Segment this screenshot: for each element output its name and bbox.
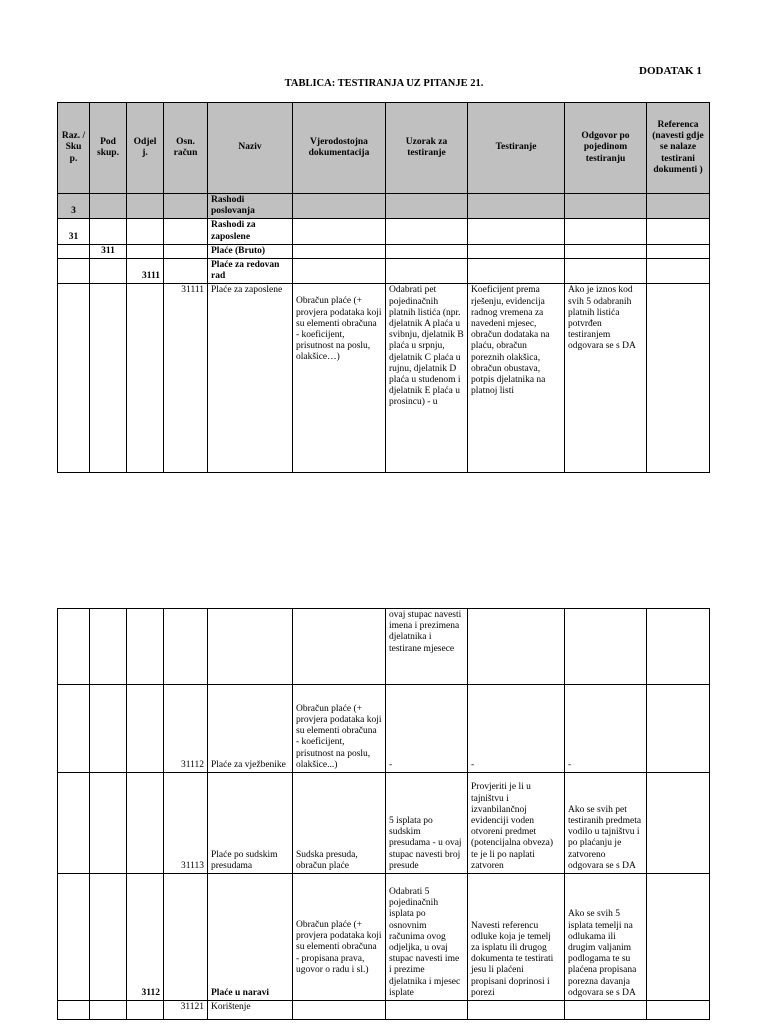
cell-osn [164,219,208,244]
cell-naziv: Rashodi za zaposlene [208,219,293,244]
cell-naziv: Plaće za redovan rad [208,259,293,284]
table-row [58,259,710,284]
cell-osn [164,194,208,219]
page-title: TABLICA: TESTIRANJA UZ PITANJE 21. [284,78,484,89]
cell-ref [647,219,710,244]
cell-ref [647,244,710,258]
cell-test [468,194,565,219]
cell-test: - [468,685,565,773]
cell-osn [164,259,208,284]
table-row [58,685,710,773]
cell-odgovor: - [565,685,647,773]
cell-dok: Obračun plaće (+ provjera podataka koji su elementi obračuna - koeficijent, prisutnost na poslu, olakšice…) [293,284,386,473]
col-header-odgovor: Odgovor po pojedinom testiranju [565,103,647,194]
cell-odgovor [565,194,647,219]
cell-pod [90,284,127,473]
cell-odgovor [565,244,647,258]
cell-naziv: Plaće za zaposlene [208,284,293,473]
cell-test: Koeficijent prema rješenju, evidencija radnog vremena za navedeni mjesec, obračun dodataka na plaću, obračun poreznih olakšica, obračun obustava, potpis djelatnika na platnoj listi [468,284,565,473]
cell-odgovor: Ako je iznos kod svih 5 odabranih platnih listića potvrđen testiranjem odgovara se s DA [565,284,647,473]
cell-ref [647,773,710,874]
cell-odgovor: Ako se svih 5 isplata temelji na odlukama ili drugim valjanim podlogama te su plaćena propisana porezna davanja odgovara se s DA [565,874,647,1001]
attachment-label: DODATAK 1 [639,65,702,77]
cell-dok: Obračun plaće (+ provjera podataka koji su elementi obračuna - propisana prava, ugovor o radu i sl.) [293,874,386,1001]
cell-raz: 31 [58,219,90,244]
table-row [58,194,710,219]
cell-odgovor [565,219,647,244]
table-row [58,609,710,685]
cell-odjel [127,219,164,244]
cell-uzorak: 5 isplata po sudskim presudama - u ovaj stupac navesti broj presude [386,773,468,874]
cell-naziv: Plaće po sudskim presudama [208,773,293,874]
cell-osn: 31113 [164,773,208,874]
testing-table [57,102,710,473]
cell-test [468,259,565,284]
table-header-row [58,103,710,194]
cell-uzorak: ovaj stupac navesti imena i prezimena djelatnika i testirane mjesece [386,609,468,685]
col-header-referenca: Referenca (navesti gdje se nalaze testirani dokumenti ) [647,103,710,194]
cell-naziv: Korištenje [208,1001,293,1020]
cell-naziv: Rashodi poslovanja [208,194,293,219]
cell-ref [647,284,710,473]
cell-raz [58,259,90,284]
cell-osn: 31112 [164,685,208,773]
testing-table-continued [57,608,710,1020]
cell-ref [647,874,710,1001]
cell-osn: 31121 [164,1001,208,1020]
cell-odjel [127,284,164,473]
table-row [58,1001,710,1020]
table-row [58,244,710,258]
table-row [58,284,710,473]
cell-test: Navesti referencu odluke koja je temelj za isplatu ili drugog dokumenta te testirati jesu li plaćeni propisani doprinosi i porezi [468,874,565,1001]
cell-dok: Sudska presuda, obračun plaće [293,773,386,874]
col-header-pod: Pod skup. [90,103,127,194]
col-header-osn: Osn. račun [164,103,208,194]
cell-odjel: 3111 [127,259,164,284]
cell-dok [293,244,386,258]
cell-dok [293,194,386,219]
cell-test [468,244,565,258]
col-header-testiranje: Testiranje [468,103,565,194]
table-row [58,219,710,244]
cell-naziv: Plaće u naravi [208,874,293,1001]
cell-uzorak: - [386,685,468,773]
col-header-dokumentacija: Vjerodostojna dokumentacija [293,103,386,194]
cell-pod: 311 [90,244,127,258]
col-header-uzorak: Uzorak za testiranje [386,103,468,194]
cell-pod [90,194,127,219]
cell-uzorak [386,219,468,244]
cell-uzorak [386,259,468,284]
cell-dok [293,219,386,244]
cell-test: Provjeriti je li u tajništvu i izvanbilančnoj evidenciji voden otvoreni predmet (potencijalna obveza) te je li po naplati zatvoren [468,773,565,874]
cell-raz: 3 [58,194,90,219]
cell-ref [647,685,710,773]
cell-naziv: Plaće (Bruto) [208,244,293,258]
cell-ref [647,194,710,219]
col-header-naziv: Naziv [208,103,293,194]
cell-test [468,219,565,244]
cell-uzorak: Odabrati pet pojedinačnih platnih listića (npr. djelatnik A plaća u svibnju, djelatnik B plaća u srpnju, djelatnik C plaća u rujnu, djelatnik D plaća u studenom i djelatnik E plaća u prosincu) - u [386,284,468,473]
cell-dok [293,259,386,284]
cell-raz [58,244,90,258]
table-row [58,773,710,874]
cell-uzorak [386,194,468,219]
cell-dok: Obračun plaće (+ provjera podataka koji su elementi obračuna - koeficijent, prisutnost na poslu, olakšice...) [293,685,386,773]
cell-odgovor: Ako se svih pet testiranih predmeta vodilo u tajništvu i po plaćanju je zatvoreno odgovara se s DA [565,773,647,874]
cell-odjel [127,244,164,258]
cell-odgovor [565,259,647,284]
col-header-odjel: Odjel j. [127,103,164,194]
cell-ref [647,259,710,284]
cell-naziv: Plaće za vježbenike [208,685,293,773]
cell-pod [90,219,127,244]
cell-odjel [127,194,164,219]
cell-raz [58,284,90,473]
cell-pod [90,259,127,284]
cell-uzorak: Odabrati 5 pojedinačnih isplata po osnovnim računima ovog odjeljka, u ovaj stupac navesti ime i prezime djelatnika i mjesec isplate [386,874,468,1001]
table-row [58,874,710,1001]
cell-uzorak [386,244,468,258]
col-header-raz: Raz. / Sku p. [58,103,90,194]
cell-osn: 31111 [164,284,208,473]
cell-odjel: 3112 [127,874,164,1001]
cell-osn [164,244,208,258]
